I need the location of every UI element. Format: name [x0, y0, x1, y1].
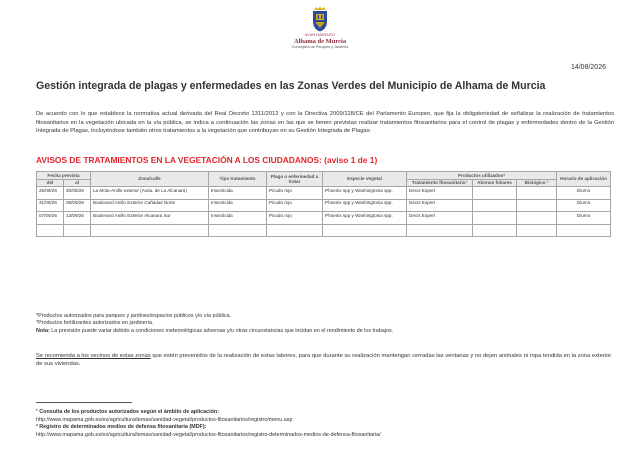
- cell-abonos: [473, 199, 517, 212]
- table-row: [37, 187, 611, 200]
- advice-underlined: Se recomienda a los vecinos de estas zonas: [36, 353, 151, 359]
- department-name: Concejalía de Parques y Jardines: [291, 45, 349, 49]
- header-horario: Horario de aplicación: [557, 172, 611, 187]
- cell-abonos: [473, 212, 517, 225]
- cell-plaga: Picudo rojo: [267, 199, 323, 212]
- nota-text: La previsión puede variar debido a condiciones meteorológicas adversas y/u otras circunstancias que incidan en el rendimiento de los trabajos.: [49, 327, 394, 334]
- municipal-header: [0, 6, 640, 50]
- intro-paragraph: De acuerdo con lo que establece la normativa actual derivada del Real Decreto 1311/2012 y con la Directiva 2009/128/CE del Parlamento Europeo, que fija la obligatoriedad de señalizar la realización de tratamientos fitosanitarios en la vegetación ubicada en la vía pública, se indica a continuación las zonas en las que se tienen previstas realizar tratamientos fitosanitarios para el control de plagas y enfermedades dentro de la Gestión Integrada de Plagas, incluyéndose también otros tratamientos a la vegetación que contribuyan en su Gestión Integrada de Plagas:: [36, 111, 614, 135]
- header-biologico: Biológico ²: [517, 179, 557, 187]
- cell-zona: La Mota-Anillo exterior (Avda. de La Alcanara): [91, 187, 209, 200]
- table-notes: [36, 313, 614, 335]
- cell-zona: Boulevard Anillo Exterior Alcanara Sur: [91, 212, 209, 225]
- header-fecha-prevista: Fecha prevista: [37, 172, 91, 180]
- document-title: Gestión integrada de plagas y enfermedades en las Zonas Verdes del Municipio de Alhama de Murcia: [36, 80, 546, 92]
- cell-al: 13/09/26: [64, 212, 91, 225]
- cell-horario: Diurno: [557, 187, 611, 200]
- header-al: al: [64, 179, 91, 187]
- cell-al: 30/08/26: [64, 187, 91, 200]
- cell-del: 31/08/26: [37, 199, 64, 212]
- coat-of-arms-icon: [310, 6, 330, 32]
- footnote-1-link[interactable]: http://www.mapama.gob.es/es/agricultura/temas/sanidad-vegetal/productos-fitosanitarios/registro/menu.asp: [36, 416, 293, 423]
- header-plaga: Plaga o enfermedad a tratar: [267, 172, 323, 187]
- cell-abonos: [473, 187, 517, 200]
- cell-tipo: Insecticida: [209, 187, 267, 200]
- table-row: [37, 199, 611, 212]
- header-productos: Productos utilizados*: [407, 172, 557, 180]
- footnote-divider: [36, 402, 132, 403]
- table-row: [37, 212, 611, 225]
- cell-al: 06/09/26: [64, 199, 91, 212]
- cell-bio: [517, 212, 557, 225]
- nota-label: Nota:: [36, 327, 50, 334]
- header-del: del: [37, 179, 64, 187]
- cell-tipo: Insecticida: [209, 212, 267, 225]
- table-row-empty: [37, 224, 611, 237]
- cell-especie: Phoenix spp y Washingtonia spp.: [323, 199, 407, 212]
- note-fertilizers: *Productos fertilizantes autorizados en jardinería.: [36, 320, 154, 327]
- cell-horario: Diurno: [557, 212, 611, 225]
- document-date: 14/08/2026: [570, 64, 606, 71]
- cell-zona: Boulevard Anillo Exterior Cañadas Norte: [91, 199, 209, 212]
- footnote-2-link[interactable]: http://www.mapama.gob.es/es/agricultura/temas/sanidad-vegetal/productos-fitosanitarios/registro-determinados-medios-de-defensa-fitosanitaria/: [36, 431, 381, 438]
- cell-horario: Diurno: [557, 199, 611, 212]
- header-tipo: Tipo tratamiento: [209, 172, 267, 187]
- cell-bio: [517, 187, 557, 200]
- cell-fito: Decis Expert: [407, 187, 473, 200]
- cell-especie: Phoenix spp y Washingtonia spp.: [323, 187, 407, 200]
- cell-especie: Phoenix spp y Washingtonia spp.: [323, 212, 407, 225]
- cell-del: 07/09/26: [37, 212, 64, 225]
- advice-text: que estén prevenidos de la realización de estas labores, para que durante su realización mantengan cerradas las ventanas y no dejen animales ni ropa tendida en la zona exterior de sus viviendas.: [36, 353, 612, 368]
- cell-tipo: Insecticida: [209, 199, 267, 212]
- note-forecast: [36, 328, 614, 335]
- org-name: Alhama de Murcia: [293, 38, 347, 45]
- cell-fito: Decis Expert: [407, 199, 473, 212]
- header-abonos: Abonos foliares: [473, 179, 517, 187]
- cell-fito: Decis Expert: [407, 212, 473, 225]
- note-authorized-products: *Productos autorizados para parques y jardines/espacios públicos y/o vía pública.: [36, 313, 232, 319]
- resident-advice: [36, 352, 614, 369]
- org-line-1: AYUNTAMIENTO: [304, 33, 336, 37]
- footnote-2-title: ² Registro de determinados medios de defensa fitosanitaria (MDF):: [36, 424, 207, 431]
- header-zona: Zona/calle: [91, 172, 209, 187]
- cell-plaga: Picudo rojo: [267, 212, 323, 225]
- header-especie: Especie Vegetal: [323, 172, 407, 187]
- footnote-1-title: ¹ Consulta de los productos autorizados según el ámbito de aplicación:: [36, 409, 220, 415]
- cell-bio: [517, 199, 557, 212]
- footnotes: [36, 409, 626, 439]
- header-tratamiento-fito: Tratamiento fitosanitario¹: [407, 179, 473, 187]
- notice-subtitle: AVISOS DE TRATAMIENTOS EN LA VEGETACIÓN A LOS CIUDADANOS: (aviso 1 de 1): [36, 155, 378, 165]
- cell-del: 25/08/26: [37, 187, 64, 200]
- cell-plaga: Picudo rojo: [267, 187, 323, 200]
- treatments-table: [36, 171, 611, 237]
